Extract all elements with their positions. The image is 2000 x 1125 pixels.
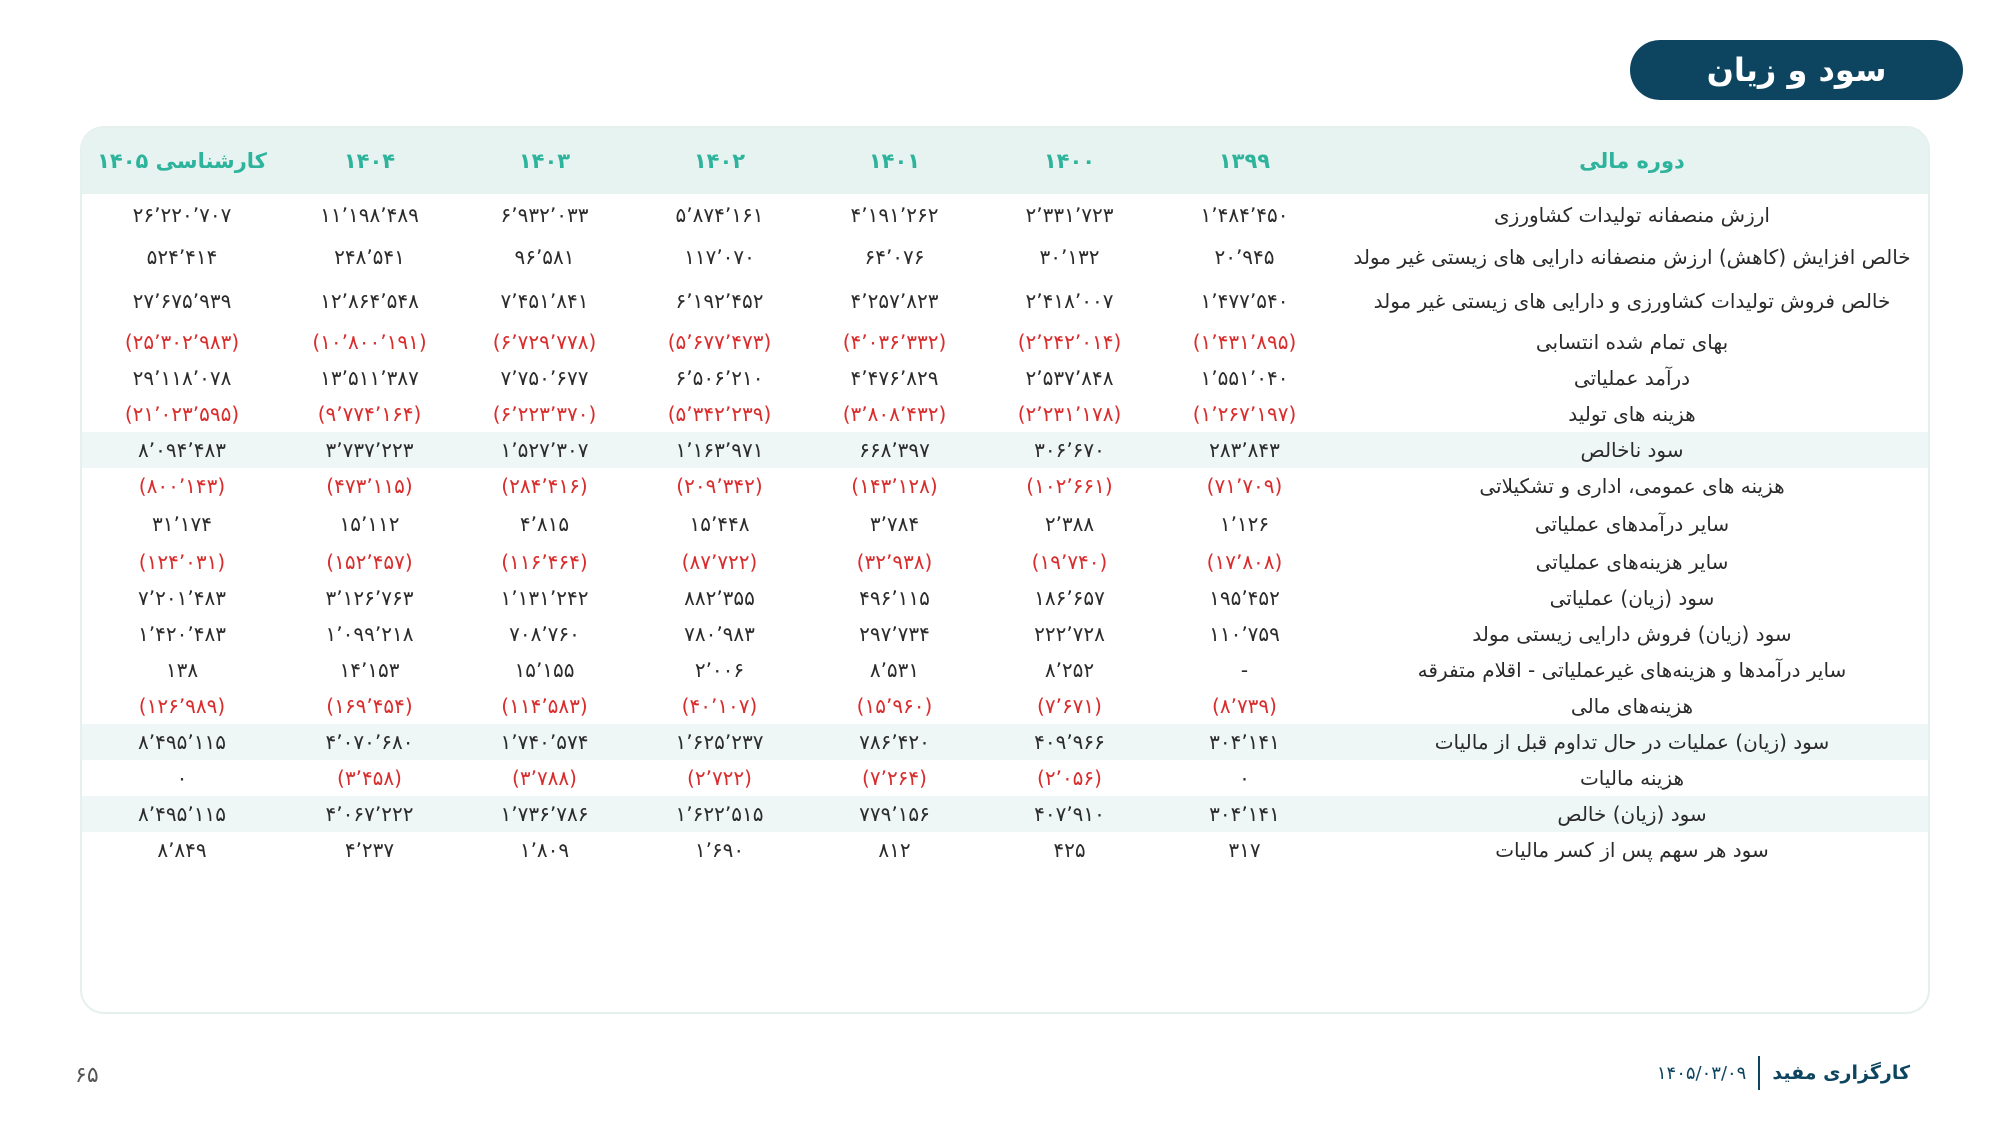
table-cell: ۷۸۶٬۴۲۰ [807, 724, 982, 760]
table-cell: ۷٬۲۰۱٬۴۸۳ [138, 586, 226, 610]
table-cell: ۲۸۳٬۸۴۳ [1157, 432, 1332, 468]
table-cell: ۶٬۱۹۲٬۴۵۲ [675, 289, 764, 313]
table-cell: ۸٬۲۵۲ [1044, 658, 1095, 682]
table-cell: ۳٬۷۳۷٬۲۲۳ [282, 432, 457, 468]
table-cell: ۱۹۵٬۴۵۲ [1209, 586, 1280, 610]
brand-divider [1758, 1056, 1760, 1090]
row-label: هزینه های عمومی، اداری و تشکیلاتی [1479, 474, 1785, 498]
column-header: ۱۴۰۴ [282, 128, 457, 194]
table-cell: ۱٬۵۲۷٬۳۰۷ [457, 432, 632, 468]
table-cell: (۶٬۷۲۹٬۷۷۸) [492, 330, 597, 354]
table-cell: ۱۱۷٬۰۷۰ [684, 245, 755, 269]
table-cell: (۹٬۷۷۴٬۱۶۴) [317, 402, 422, 426]
table-row [82, 396, 1930, 432]
table-cell: ۴٬۸۱۵ [519, 512, 570, 536]
table-cell: ۳۱٬۱۷۴ [151, 512, 213, 536]
table-cell: (۲۵٬۳۰۲٬۹۸۳) [124, 330, 240, 354]
table-cell: ۱٬۶۲۵٬۲۳۷ [632, 724, 807, 760]
row-label: هزینه های تولید [1568, 402, 1696, 426]
table-cell: (۱۲۴٬۰۳۱) [138, 550, 226, 574]
table-row [82, 278, 1930, 324]
column-header: کارشناسی ۱۴۰۵ [82, 128, 282, 194]
table-cell: ۱۵٬۱۱۲ [339, 512, 400, 536]
brand-name: کارگزاری مفید [1772, 1062, 1910, 1084]
table-row [82, 760, 1930, 796]
table-cell: (۳٬۷۸۸) [512, 766, 577, 790]
column-header: دوره مالی [1332, 128, 1930, 194]
table-cell: ۱٬۶۲۲٬۵۱۵ [632, 796, 807, 832]
table-cell: ۱٬۷۴۰٬۵۷۴ [457, 724, 632, 760]
table-cell: ۱۳٬۵۱۱٬۳۸۷ [320, 366, 419, 390]
table-row [82, 544, 1930, 580]
table-cell: (۱۵٬۹۶۰) [856, 694, 933, 718]
table-cell: (۷۱٬۷۰۹) [1206, 474, 1283, 498]
table-cell: (۷٬۶۷۱) [1037, 694, 1102, 718]
table-cell: ۵٬۸۷۴٬۱۶۱ [675, 203, 764, 227]
table-cell: ۴٬۱۹۱٬۲۶۲ [850, 203, 939, 227]
table-cell: ۴۲۵ [1053, 838, 1086, 862]
table-cell: - [1240, 658, 1249, 682]
table-cell: ۸٬۵۳۱ [869, 658, 920, 682]
table-cell: (۱۲۶٬۹۸۹) [138, 694, 226, 718]
row-label: سود (زیان) عملیاتی [1549, 586, 1715, 610]
table-cell: ۴٬۴۷۶٬۸۲۹ [850, 366, 939, 390]
table-cell: ۲۹٬۱۱۸٬۰۷۸ [132, 366, 232, 390]
table-cell: (۱۰۲٬۶۶۱) [1026, 474, 1113, 498]
table-cell: ۵۲۴٬۴۱۴ [146, 245, 218, 269]
table-cell: ۴۰۷٬۹۱۰ [982, 796, 1157, 832]
table-row [82, 324, 1930, 360]
table-cell: (۳۲٬۹۳۸) [856, 550, 933, 574]
table-cell: ۲٬۰۰۶ [694, 658, 745, 682]
table-cell: ۳۰٬۱۳۲ [1039, 245, 1100, 269]
row-label: خالص فروش تولیدات کشاورزی و دارایی های زیستی غیر مولد [1373, 289, 1891, 313]
table-cell: ۱۳۸ [165, 658, 199, 682]
table-row [82, 580, 1930, 616]
table-cell: (۲٬۰۵۶) [1037, 766, 1102, 790]
table-cell: (۵٬۳۴۲٬۲۳۹) [667, 402, 772, 426]
table-cell: (۱۱۴٬۵۸۳) [501, 694, 588, 718]
table-cell: ۱٬۴۸۴٬۴۵۰ [1200, 203, 1289, 227]
table-cell: ۸٬۰۹۴٬۴۸۳ [82, 432, 282, 468]
table-cell: ۸۱۲ [878, 838, 911, 862]
row-label: هزینه‌های مالی [1570, 694, 1694, 718]
table-cell: ۱٬۴۲۰٬۴۸۳ [138, 622, 226, 646]
table-row [82, 652, 1930, 688]
row-label: سایر درآمدهای عملیاتی [1534, 512, 1730, 536]
table-cell: ۹۶٬۵۸۱ [514, 245, 575, 269]
table-cell: ۰ [1239, 766, 1250, 790]
data-table [82, 128, 1930, 868]
report-date: ۱۴۰۵/۰۳/۰۹ [1656, 1062, 1747, 1084]
table-row [82, 616, 1930, 652]
table-cell: (۱۰٬۸۰۰٬۱۹۱) [312, 330, 427, 354]
table-cell: ۶۴٬۰۷۶ [864, 245, 925, 269]
row-label: سود (زیان) خالص [1332, 796, 1930, 832]
table-row [82, 724, 1930, 760]
table-cell: (۲۱٬۰۲۳٬۵۹۵) [124, 402, 240, 426]
page-title: سود و زیان [1630, 40, 1963, 100]
row-label: خالص افزایش (کاهش) ارزش منصفانه دارایی های زیستی غیر مولد [1353, 245, 1911, 269]
table-cell: ۱۸۶٬۶۵۷ [1034, 586, 1105, 610]
table-cell: (۱۶۹٬۴۵۴) [326, 694, 413, 718]
table-cell: ۲۹۷٬۷۳۴ [859, 622, 930, 646]
table-cell: (۱٬۲۶۷٬۱۹۷) [1192, 402, 1297, 426]
table-row [82, 504, 1930, 544]
table-cell: (۸٬۷۳۹) [1212, 694, 1277, 718]
table-cell: ۱۵٬۱۵۵ [514, 658, 575, 682]
row-label: درآمد عملیاتی [1573, 366, 1691, 390]
table-cell: ۷٬۴۵۱٬۸۴۱ [500, 289, 589, 313]
table-cell: ۱٬۵۵۱٬۰۴۰ [1200, 366, 1289, 390]
row-label: سود ناخالص [1332, 432, 1930, 468]
table-cell: ۴٬۰۶۷٬۲۲۲ [282, 796, 457, 832]
table-cell: ۱۲٬۸۶۴٬۵۴۸ [320, 289, 419, 313]
row-label: سایر هزینه‌های عملیاتی [1535, 550, 1729, 574]
table-row [82, 432, 1930, 468]
table-cell: ۴۹۶٬۱۱۵ [859, 586, 930, 610]
table-cell: ۲٬۴۱۸٬۰۰۷ [1025, 289, 1114, 313]
row-label: هزینه مالیات [1579, 766, 1685, 790]
table-cell: (۲٬۷۲۲) [687, 766, 752, 790]
table-cell: ۱۱٬۱۹۸٬۴۸۹ [320, 203, 419, 227]
table-cell: ۸٬۸۴۹ [157, 838, 207, 862]
table-cell: (۲۰۹٬۳۴۲) [676, 474, 763, 498]
column-header: ۱۴۰۲ [632, 128, 807, 194]
table-cell: (۴۰٬۱۰۷) [681, 694, 758, 718]
table-cell: ۱٬۷۳۶٬۷۸۶ [457, 796, 632, 832]
table-cell: ۰ [176, 766, 188, 790]
column-header: ۱۴۰۳ [457, 128, 632, 194]
table-cell: ۲٬۳۸۸ [1044, 512, 1095, 536]
table-cell: ۸۸۲٬۳۵۵ [684, 586, 755, 610]
table-cell: ۲۴۸٬۵۴۱ [334, 245, 405, 269]
table-cell: (۱۷٬۸۰۸) [1206, 550, 1283, 574]
table-cell: ۴٬۲۳۷ [344, 838, 395, 862]
table-cell: ۴۰۹٬۹۶۶ [982, 724, 1157, 760]
table-cell: (۱۹٬۷۴۰) [1031, 550, 1108, 574]
table-cell: ۶۶۸٬۳۹۷ [807, 432, 982, 468]
table-cell: ۱۵٬۴۴۸ [689, 512, 750, 536]
table-cell: ۳۰۶٬۶۷۰ [982, 432, 1157, 468]
table-cell: (۷٬۲۶۴) [862, 766, 927, 790]
table-cell: ۷۸۰٬۹۸۳ [684, 622, 755, 646]
table-cell: (۴٬۰۳۶٬۳۳۲) [842, 330, 947, 354]
table-cell: (۱۴۳٬۱۲۸) [851, 474, 938, 498]
table-cell: ۱٬۱۲۶ [1219, 512, 1270, 536]
table-cell: ۳٬۱۲۶٬۷۶۳ [325, 586, 414, 610]
table-cell: ۷٬۷۵۰٬۶۷۷ [500, 366, 589, 390]
table-row [82, 360, 1930, 396]
table-cell: ۱٬۱۶۳٬۹۷۱ [632, 432, 807, 468]
table-row [82, 236, 1930, 278]
table-cell: (۲٬۲۴۲٬۰۱۴) [1017, 330, 1122, 354]
row-label: ارزش منصفانه تولیدات کشاورزی [1494, 203, 1770, 227]
table-cell: ۸٬۴۹۵٬۱۱۵ [82, 796, 282, 832]
table-cell: ۷۷۹٬۱۵۶ [807, 796, 982, 832]
table-cell: ۱۱۰٬۷۵۹ [1209, 622, 1280, 646]
table-cell: ۲۶٬۲۲۰٬۷۰۷ [132, 203, 232, 227]
table-cell: (۲۸۴٬۴۱۶) [501, 474, 588, 498]
table-row [82, 468, 1930, 504]
table-row [82, 796, 1930, 832]
table-cell: (۱۱۶٬۴۶۴) [501, 550, 588, 574]
income-statement-table [80, 126, 1930, 1014]
column-header: ۱۳۹۹ [1157, 128, 1332, 194]
table-cell: ۳۰۴٬۱۴۱ [1157, 796, 1332, 832]
table-cell: ۲۰٬۹۴۵ [1214, 245, 1275, 269]
table-cell: (۸۷٬۷۲۲) [681, 550, 758, 574]
table-cell: ۱٬۶۹۰ [694, 838, 745, 862]
table-cell: (۲٬۲۳۱٬۱۷۸) [1017, 402, 1122, 426]
table-cell: ۳٬۷۸۴ [869, 512, 920, 536]
column-header: ۱۴۰۰ [982, 128, 1157, 194]
table-cell: ۴٬۲۵۷٬۸۲۳ [850, 289, 939, 313]
table-cell: (۴۷۳٬۱۱۵) [326, 474, 413, 498]
row-label: سود (زیان) فروش دارایی زیستی مولد [1472, 622, 1792, 646]
table-cell: ۲٬۵۳۷٬۸۴۸ [1025, 366, 1114, 390]
table-cell: (۶٬۲۲۳٬۳۷۰) [492, 402, 597, 426]
column-header: ۱۴۰۱ [807, 128, 982, 194]
table-cell: (۸۰۰٬۱۴۳) [138, 474, 226, 498]
table-cell: ۱٬۱۳۱٬۲۴۲ [500, 586, 589, 610]
table-cell: (۳٬۴۵۸) [337, 766, 402, 790]
table-cell: ۲۷٬۶۷۵٬۹۳۹ [132, 289, 232, 313]
table-row [82, 688, 1930, 724]
page-number: ۶۵ [75, 1063, 99, 1088]
table-cell: (۳٬۸۰۸٬۴۳۲) [842, 402, 947, 426]
table-header-row [82, 128, 1930, 194]
table-cell: (۵٬۶۷۷٬۴۷۳) [667, 330, 772, 354]
table-cell: ۱٬۰۹۹٬۲۱۸ [325, 622, 414, 646]
row-label: سود (زیان) عملیات در حال تداوم قبل از مالیات [1332, 724, 1930, 760]
table-cell: ۶٬۹۳۲٬۰۳۳ [500, 203, 589, 227]
table-cell: (۱۵۲٬۴۵۷) [326, 550, 413, 574]
table-cell: ۶٬۵۰۶٬۲۱۰ [675, 366, 764, 390]
table-cell: ۱٬۴۷۷٬۵۴۰ [1200, 289, 1289, 313]
table-cell: ۷۰۸٬۷۶۰ [509, 622, 580, 646]
table-cell: ۲٬۳۳۱٬۷۲۳ [1025, 203, 1114, 227]
table-cell: ۳۱۷ [1228, 838, 1261, 862]
table-cell: ۲۲۲٬۷۲۸ [1034, 622, 1105, 646]
table-cell: ۱٬۸۰۹ [519, 838, 570, 862]
footer-brand [1657, 1056, 1910, 1090]
table-cell: ۸٬۴۹۵٬۱۱۵ [82, 724, 282, 760]
row-label: سایر درآمدها و هزینه‌های غیرعملیاتی - اقلام متفرقه [1417, 658, 1847, 682]
table-cell: ۳۰۴٬۱۴۱ [1157, 724, 1332, 760]
table-row [82, 194, 1930, 236]
table-cell: ۱۴٬۱۵۳ [339, 658, 400, 682]
row-label: بهای تمام شده انتسابی [1535, 330, 1729, 354]
row-label: سود هر سهم پس از کسر مالیات [1495, 838, 1769, 862]
table-cell: (۱٬۴۳۱٬۸۹۵) [1192, 330, 1297, 354]
table-cell: ۴٬۰۷۰٬۶۸۰ [282, 724, 457, 760]
table-row [82, 832, 1930, 868]
